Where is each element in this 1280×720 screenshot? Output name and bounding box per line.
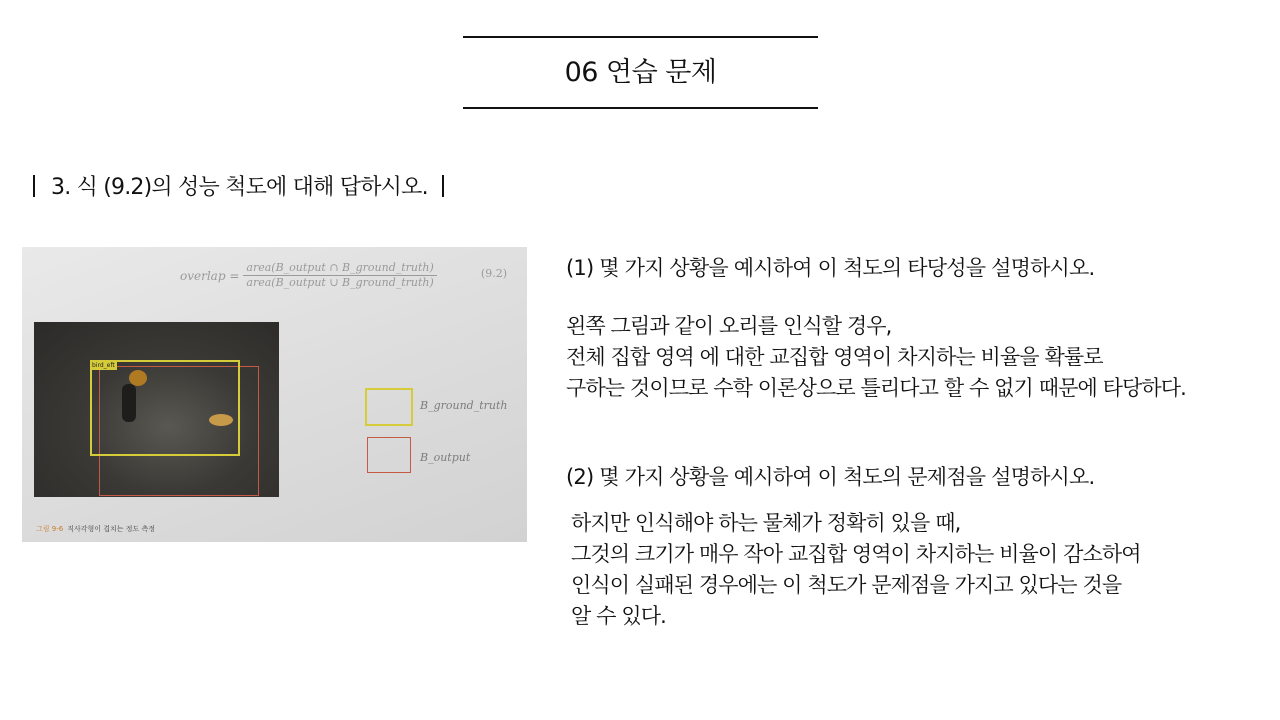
title-rule-bottom xyxy=(463,107,818,109)
part2-line: 하지만 인식해야 하는 물체가 정확히 있을 때, xyxy=(571,511,961,535)
legend-output-label: B_output xyxy=(420,451,471,464)
question-text: 3. 식 (9.2)의 성능 척도에 대해 답하시오. xyxy=(51,175,428,200)
part2-heading: (2) 몇 가지 상황을 예시하여 이 척도의 문제점을 설명하시오. xyxy=(566,465,1095,489)
part1-heading: (1) 몇 가지 상황을 예시하여 이 척도의 타당성을 설명하시오. xyxy=(566,256,1095,280)
part2-line: 그것의 크기가 매우 작아 교집합 영역이 차지하는 비율이 감소하여 xyxy=(571,542,1141,566)
part2-answer xyxy=(571,508,1141,632)
question-bar-right xyxy=(442,175,444,197)
figure-caption-text: 직사각형이 겹치는 정도 측정 xyxy=(67,525,156,533)
ground-truth-bounding-box xyxy=(90,360,240,456)
formula-numerator: area(B_output ∩ B_ground_truth) xyxy=(243,261,436,276)
part1-line: 전체 집합 영역 에 대한 교집합 영역이 차지하는 비율을 확률로 xyxy=(566,345,1103,369)
legend-output-swatch xyxy=(367,437,411,473)
textbook-figure-photo xyxy=(22,247,527,542)
part1-answer xyxy=(566,311,1186,404)
legend-ground-truth-swatch xyxy=(365,388,413,426)
title-rule-top xyxy=(463,36,818,38)
legend-ground-truth-label: B_ground_truth xyxy=(420,399,508,412)
formula-denominator: area(B_output ∪ B_ground_truth) xyxy=(246,276,434,289)
figure-caption-number: 그림 9-6 xyxy=(36,525,64,533)
question-line xyxy=(33,173,444,203)
question-bar-left xyxy=(33,175,35,197)
formula-fraction xyxy=(243,261,436,290)
figure-caption xyxy=(36,524,155,534)
bounding-box-label: bird_eft xyxy=(92,362,115,369)
part1-line: 왼쪽 그림과 같이 오리를 인식할 경우, xyxy=(566,314,892,338)
part2-line: 인식이 실패된 경우에는 이 척도가 문제점을 가지고 있다는 것을 xyxy=(571,573,1122,597)
formula-lhs: overlap = xyxy=(180,268,240,283)
part2-line: 알 수 있다. xyxy=(571,604,666,628)
part1-line: 구하는 것이므로 수학 이론상으로 틀리다고 할 수 없기 때문에 타당하다. xyxy=(566,376,1186,400)
equation-number: (9.2) xyxy=(480,267,507,280)
overlap-formula xyxy=(180,261,437,290)
slide-title: 06 연습 문제 xyxy=(564,57,717,88)
